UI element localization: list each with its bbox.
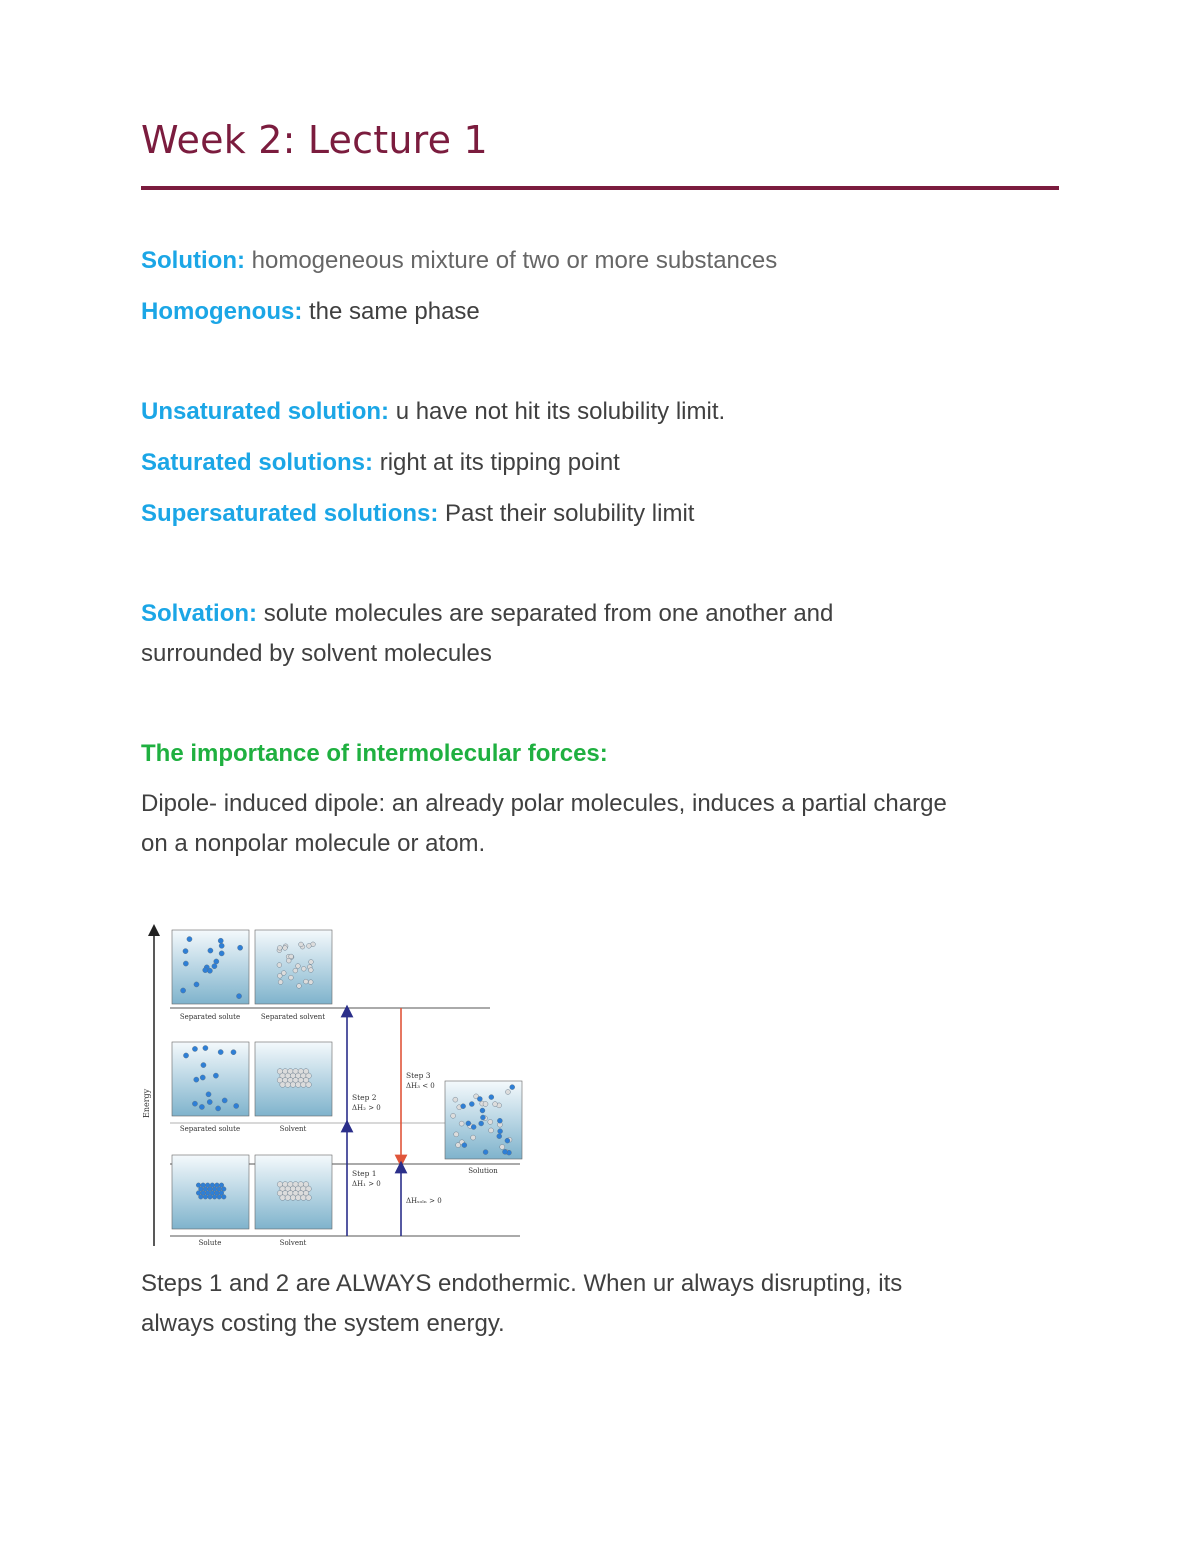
- solvent-particle: [471, 1135, 476, 1140]
- solute-particle: [461, 1104, 466, 1109]
- closing-line1: Steps 1 and 2 are ALWAYS endothermic. When ur always disrupting, its: [141, 1270, 903, 1297]
- term-definition: the same phase: [309, 298, 480, 325]
- solute-particle: [222, 1098, 227, 1103]
- solvent-particle: [301, 1195, 307, 1201]
- solute-particle: [212, 964, 217, 969]
- solvent-particle: [280, 1082, 286, 1088]
- solvent-particle: [297, 984, 302, 989]
- term-label: Supersaturated solutions:: [141, 500, 439, 527]
- solvent-particle: [286, 958, 291, 963]
- term-definition: right at its tipping point: [379, 449, 620, 476]
- solute-particle: [480, 1108, 485, 1113]
- solute-particle: [469, 1102, 474, 1107]
- solvation-energy-diagram: [140, 918, 530, 1253]
- solvent-particle: [283, 946, 288, 951]
- solvent-particle: [295, 1082, 301, 1088]
- solvent-particle: [289, 975, 294, 980]
- solvent-particle: [505, 1089, 510, 1094]
- solute-particle: [200, 1075, 205, 1080]
- solute-particle: [231, 1050, 236, 1055]
- solute-particle: [483, 1150, 488, 1155]
- definition-saturated: [141, 443, 620, 483]
- term-definition: u have not hit its solubility limit.: [395, 398, 726, 425]
- label-solvent-mid: Solvent: [279, 1125, 307, 1133]
- solvent-particle: [285, 1195, 291, 1201]
- solute-particle: [192, 1101, 197, 1106]
- solvent-particle: [301, 966, 306, 971]
- definition-solution: [141, 241, 777, 281]
- solute-lattice: [196, 1183, 226, 1199]
- solute-particle: [505, 1138, 510, 1143]
- solute-particle: [510, 1085, 515, 1090]
- step1-title: Step 1: [352, 1169, 377, 1178]
- solvent-particle: [453, 1097, 458, 1102]
- term-definition: homogeneous mixture of two or more substances: [251, 247, 778, 274]
- solute-particle: [218, 1049, 223, 1054]
- solute-particle: [206, 1092, 211, 1097]
- step3-title: Step 3: [406, 1071, 431, 1080]
- label-separated-solute-mid: Separated solute: [179, 1125, 241, 1133]
- term-label: Solution:: [141, 247, 245, 274]
- solute-particle: [208, 948, 213, 953]
- term-label: Saturated solutions:: [141, 449, 374, 476]
- solvent-particle: [277, 945, 282, 950]
- term-definition: solute molecules are separated from one another and: [263, 600, 834, 627]
- solvent-particle: [280, 1195, 286, 1201]
- closing-line2: always costing the system energy.: [141, 1310, 505, 1337]
- solvent-particle: [500, 1144, 505, 1149]
- solute-particle: [217, 1195, 222, 1200]
- solvent-particle: [296, 964, 301, 969]
- solvent-particle: [303, 979, 308, 984]
- solute-particle: [183, 961, 188, 966]
- solute-particle: [222, 1195, 227, 1200]
- solute-particle: [208, 1195, 213, 1200]
- solvent-particle: [299, 942, 304, 947]
- solute-particle: [183, 949, 188, 954]
- solute-particle: [498, 1129, 503, 1134]
- solute-particle: [497, 1134, 502, 1139]
- solute-particle: [203, 968, 208, 973]
- solvent-particle: [451, 1113, 456, 1118]
- term-label: Unsaturated solution:: [141, 398, 390, 425]
- solute-particle: [214, 959, 219, 964]
- solute-particle: [199, 1195, 204, 1200]
- term-label: Solvation:: [141, 600, 258, 627]
- definition-homogenous: [141, 292, 480, 332]
- solute-particle: [207, 1099, 212, 1104]
- label-solute-bottom: Solute: [198, 1239, 222, 1247]
- solute-particle: [479, 1121, 484, 1126]
- solute-particle: [234, 1103, 239, 1108]
- solvent-particle: [459, 1121, 464, 1126]
- solute-particle: [480, 1115, 485, 1120]
- solvent-particle: [281, 971, 286, 976]
- definition-supersaturated: [141, 494, 694, 534]
- solvent-particle: [489, 1128, 494, 1133]
- solvent-cluster-bottom: [277, 1182, 311, 1201]
- dipole-text-line2: on a nonpolar molecule or atom.: [141, 830, 486, 857]
- solute-particle: [477, 1096, 482, 1101]
- step3-value: ΔH₃ < 0: [406, 1082, 435, 1090]
- solute-particle: [497, 1118, 502, 1123]
- definition-solvation: [141, 594, 833, 634]
- solute-particle: [213, 1073, 218, 1078]
- solvent-particle: [456, 1143, 461, 1148]
- section-heading: The importance of intermolecular forces:: [141, 740, 608, 767]
- solute-particle: [194, 982, 199, 987]
- solute-particle: [219, 943, 224, 948]
- solvent-particle: [301, 1082, 307, 1088]
- solute-particle: [187, 937, 192, 942]
- solute-particle: [236, 994, 241, 999]
- solvent-particle: [293, 968, 298, 973]
- label-separated-solvent: Separated solvent: [260, 1013, 326, 1021]
- solute-particle: [218, 938, 223, 943]
- energy-axis-label: Energy: [142, 1088, 151, 1118]
- label-solution: Solution: [468, 1167, 498, 1175]
- solvent-particle: [493, 1102, 498, 1107]
- solvent-cluster-mid: [277, 1069, 311, 1088]
- solvent-particle: [454, 1132, 459, 1137]
- label-solvent-bottom: Solvent: [279, 1239, 307, 1247]
- term-label: Homogenous:: [141, 298, 303, 325]
- panel-separated-solvent: [255, 930, 332, 1004]
- solute-particle: [502, 1149, 507, 1154]
- solute-particle: [466, 1121, 471, 1126]
- solute-particle: [216, 1106, 221, 1111]
- solute-particle: [192, 1046, 197, 1051]
- solvent-particle: [290, 1082, 296, 1088]
- solute-particle: [203, 1045, 208, 1050]
- dipole-text-line1: Dipole- induced dipole: an already polar molecules, induces a partial charge: [141, 790, 947, 817]
- solvent-particle: [309, 960, 314, 965]
- term-definition: Past their solubility limit: [445, 500, 695, 527]
- solvent-particle: [308, 968, 313, 973]
- solute-particle: [471, 1125, 476, 1130]
- page-title: Week 2: Lecture 1: [141, 118, 488, 162]
- step1-value: ΔH₁ > 0: [352, 1180, 381, 1188]
- title-divider: [141, 186, 1059, 190]
- solute-particle: [201, 1062, 206, 1067]
- solvent-particle: [488, 1119, 493, 1124]
- label-separated-solute-top: Separated solute: [179, 1013, 241, 1021]
- solute-particle: [462, 1143, 467, 1148]
- step2-value: ΔH₂ > 0: [352, 1104, 381, 1112]
- definition-solvation-continued: surrounded by solvent molecules: [141, 640, 492, 667]
- solute-particle: [489, 1095, 494, 1100]
- solvent-particle: [483, 1102, 488, 1107]
- solvent-particle: [278, 980, 283, 985]
- solvent-particle: [295, 1195, 301, 1201]
- solvent-particle: [290, 1195, 296, 1201]
- solvent-particle: [306, 1082, 312, 1088]
- solute-particle: [212, 1195, 217, 1200]
- solute-particle: [194, 1077, 199, 1082]
- solute-particle: [219, 951, 224, 956]
- solute-particle: [181, 988, 186, 993]
- solvent-particle: [285, 1082, 291, 1088]
- solvent-particle: [306, 1195, 312, 1201]
- dh-soln-value: ΔHₛₒₗₙ > 0: [406, 1197, 442, 1205]
- solvent-particle: [308, 980, 313, 985]
- solute-particle: [203, 1195, 208, 1200]
- solute-particle: [183, 1053, 188, 1058]
- step2-title: Step 2: [352, 1093, 377, 1102]
- definition-unsaturated: [141, 392, 725, 432]
- solute-particle: [238, 945, 243, 950]
- solvent-particle: [306, 943, 311, 948]
- solvent-particle: [277, 963, 282, 968]
- solute-particle: [199, 1104, 204, 1109]
